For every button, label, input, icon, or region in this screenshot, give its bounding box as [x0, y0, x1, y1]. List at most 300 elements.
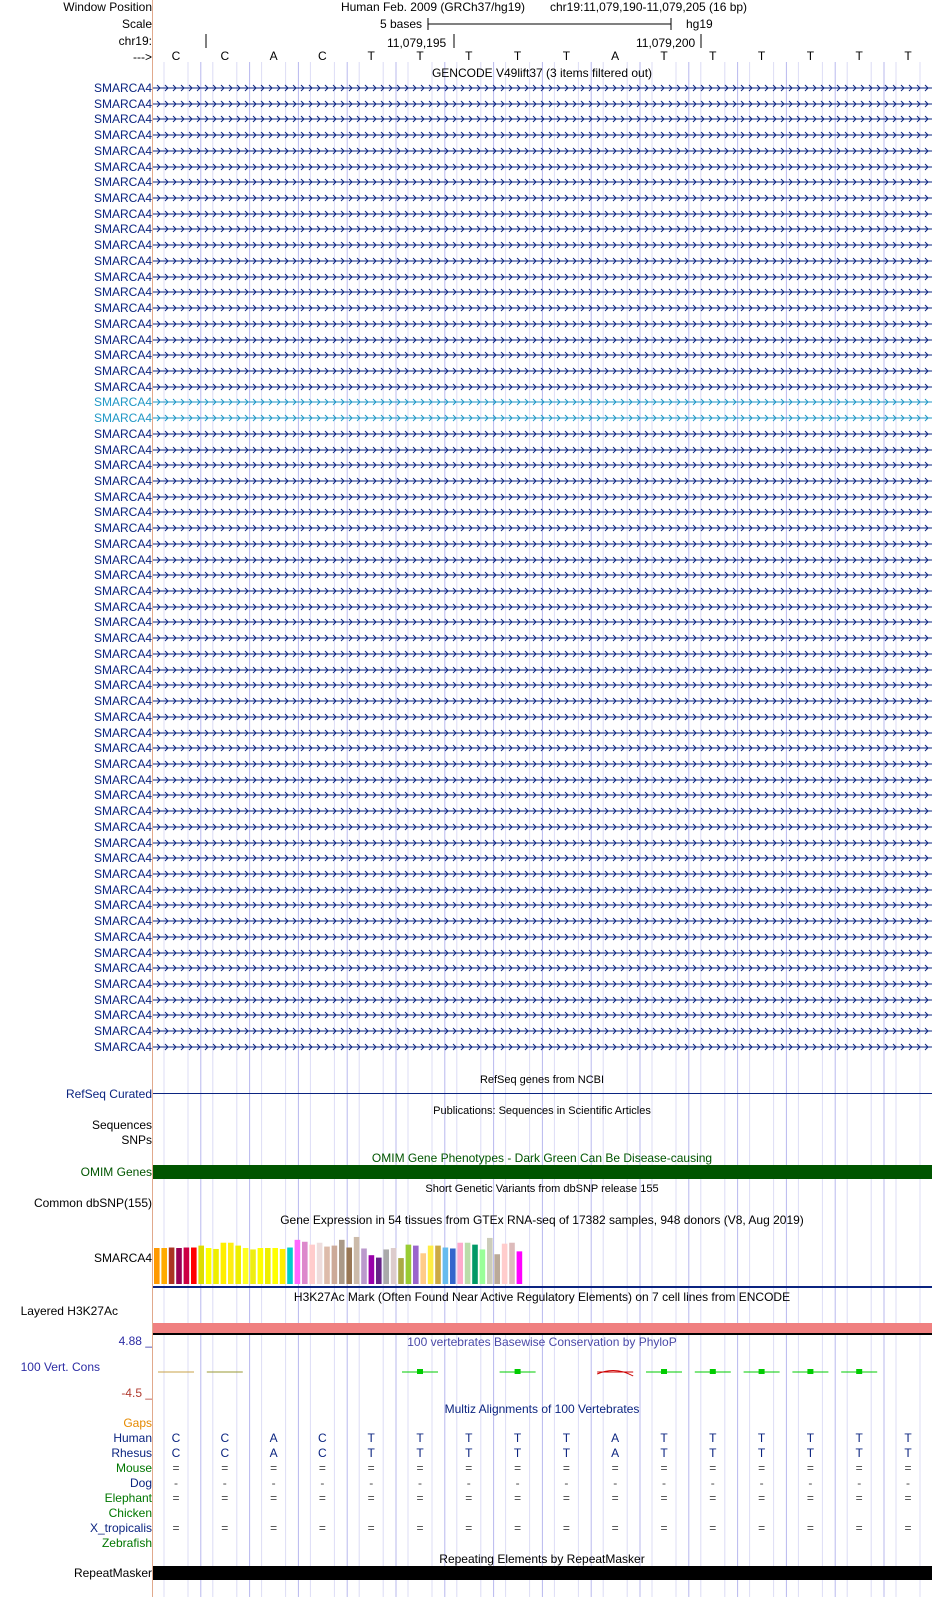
sequence-base: T [367, 49, 375, 63]
multiz-alignment-base: = [709, 1491, 717, 1505]
gtex-tissue-bar [443, 1248, 449, 1284]
gencode-gene-label[interactable]: SMARCA4 [93, 819, 152, 834]
gtex-tissue-bar [309, 1245, 315, 1284]
multiz-alignment-base: = [758, 1461, 766, 1475]
multiz-alignment-base: = [562, 1461, 570, 1475]
multiz-alignment-base: = [514, 1521, 522, 1535]
multiz-alignment-base: - [174, 1476, 178, 1490]
multiz-alignment-base: = [416, 1491, 424, 1505]
multiz-species-label[interactable]: Dog [129, 1476, 152, 1490]
gencode-gene-label[interactable]: SMARCA4 [93, 1039, 152, 1054]
db-label: hg19 [686, 17, 713, 31]
multiz-alignment-base: - [369, 1476, 374, 1490]
gencode-gene-label[interactable]: SMARCA4 [93, 96, 152, 111]
gtex-tissue-bar [221, 1243, 227, 1284]
phylop-max-label: 4.88 _ [118, 1334, 152, 1348]
gencode-gene-label[interactable]: SMARCA4 [93, 977, 152, 992]
gtex-tissue-bar [191, 1248, 197, 1284]
multiz-alignment-base: = [416, 1461, 424, 1475]
gencode-gene-feature[interactable] [153, 129, 932, 141]
multiz-alignment-base: T [855, 1431, 863, 1445]
multiz-species-label[interactable]: Chicken [108, 1506, 152, 1520]
gencode-gene-feature[interactable] [153, 774, 932, 786]
gencode-gene-label[interactable]: SMARCA4 [93, 253, 152, 268]
gencode-gene-feature[interactable] [153, 994, 932, 1006]
gencode-gene-feature[interactable] [153, 616, 932, 628]
multiz-alignment-base: - [613, 1476, 618, 1490]
gtex-tissue-bar [287, 1248, 293, 1284]
gtex-tissue-bar [428, 1246, 434, 1284]
gencode-gene-feature[interactable] [153, 239, 932, 251]
multiz-alignment-base: - [271, 1476, 276, 1490]
dbsnp-track-label[interactable]: Common dbSNP(155) [33, 1196, 152, 1210]
gtex-tissue-bar [354, 1237, 360, 1284]
multiz-species-label[interactable]: Elephant [104, 1491, 152, 1505]
gtex-tissue-bar [169, 1248, 175, 1284]
sequence-base: C [220, 49, 230, 63]
multiz-alignment-base: - [222, 1476, 227, 1490]
multiz-alignment-base: = [172, 1521, 180, 1535]
multiz-alignment-base: = [465, 1521, 473, 1535]
track-label-column [0, 0, 152, 1597]
gencode-gene-label[interactable]: SMARCA4 [93, 81, 152, 95]
multiz-alignment-base: = [855, 1461, 863, 1475]
gencode-gene-label[interactable]: SMARCA4 [93, 631, 152, 646]
multiz-alignment-base: T [367, 1446, 375, 1460]
position-title: chr19:11,079,190-11,079,205 (16 bp) [550, 0, 748, 14]
gencode-gene-label[interactable]: SMARCA4 [93, 505, 152, 520]
multiz-alignment-base: T [513, 1446, 522, 1460]
multiz-alignment-base: - [564, 1476, 569, 1490]
multiz-alignment-base: = [758, 1491, 766, 1505]
gencode-gene-feature[interactable] [153, 837, 932, 849]
gtex-tissue-bar [480, 1249, 486, 1284]
gencode-gene-label[interactable]: SMARCA4 [93, 584, 152, 599]
multiz-alignment-base: = [318, 1521, 326, 1535]
gencode-gene-feature[interactable] [153, 538, 932, 550]
multiz-alignment-base: T [660, 1446, 668, 1460]
gencode-gene-feature[interactable] [153, 396, 932, 408]
scale-text: 5 bases [380, 17, 423, 31]
gencode-gene-label[interactable]: SMARCA4 [93, 772, 152, 787]
gtex-tissue-bar [391, 1248, 397, 1284]
gencode-gene-label[interactable]: SMARCA4 [93, 536, 152, 551]
multiz-alignment-base: C [171, 1446, 181, 1460]
refseq-track-label[interactable]: RefSeq Curated [65, 1087, 152, 1101]
multiz-alignment-base: = [709, 1521, 717, 1535]
gencode-gene-label[interactable]: SMARCA4 [93, 442, 152, 457]
repeatmasker-track-title: Repeating Elements by RepeatMasker [439, 1552, 645, 1566]
gencode-gene-label[interactable]: SMARCA4 [93, 599, 152, 614]
multiz-alignment-base: T [562, 1431, 571, 1445]
gencode-gene-label[interactable]: SMARCA4 [93, 615, 152, 630]
h3k27ac-track-label[interactable]: Layered H3K27Ac [20, 1304, 118, 1318]
multiz-species-label[interactable]: Rhesus [111, 1446, 152, 1460]
gencode-gene-label[interactable]: SMARCA4 [93, 961, 152, 976]
multiz-alignment-base: = [221, 1491, 229, 1505]
phylop-track-label[interactable]: 100 Vert. Cons [20, 1360, 100, 1374]
gtex-tissue-bar [361, 1248, 367, 1284]
chrom-label: chr19: [118, 34, 152, 48]
gencode-gene-label[interactable]: SMARCA4 [93, 678, 152, 693]
multiz-alignment-base: = [660, 1461, 668, 1475]
gencode-gene-label[interactable]: SMARCA4 [93, 426, 152, 441]
multiz-alignment-base: = [270, 1491, 278, 1505]
gencode-gene-label[interactable]: SMARCA4 [93, 835, 152, 850]
gencode-gene-label[interactable]: SMARCA4 [93, 851, 152, 866]
gencode-gene-label[interactable]: SMARCA4 [93, 206, 152, 221]
gencode-gene-feature[interactable] [153, 208, 932, 220]
sequence-base: T [806, 49, 815, 63]
position-tick-marks [153, 33, 950, 49]
gencode-gene-feature[interactable] [153, 428, 932, 440]
gencode-gene-feature[interactable] [153, 381, 932, 393]
multiz-alignment-base: = [904, 1461, 912, 1475]
gencode-gene-feature[interactable] [153, 491, 932, 503]
gencode-gene-feature[interactable] [153, 947, 932, 959]
gencode-gene-feature[interactable] [153, 318, 932, 330]
multiz-alignment-base: T [709, 1431, 717, 1445]
sequence-base: T [757, 49, 766, 63]
gencode-gene-label[interactable]: SMARCA4 [93, 992, 152, 1007]
gencode-gene-feature[interactable] [153, 884, 932, 896]
gencode-gene-feature[interactable] [153, 758, 932, 770]
gencode-gene-label[interactable]: SMARCA4 [93, 694, 152, 709]
gencode-gene-feature[interactable] [153, 962, 932, 974]
gtex-tissue-bar [250, 1249, 256, 1284]
gencode-gene-feature[interactable] [153, 349, 932, 361]
omim-track-title: OMIM Gene Phenotypes - Dark Green Can Be Disease-causing [371, 1151, 713, 1165]
gtex-tissue-bar [376, 1258, 382, 1284]
phylop-track-title: 100 vertebrates Basewise Conservation by PhyloP [407, 1335, 677, 1349]
gencode-gene-label[interactable]: SMARCA4 [93, 112, 152, 127]
gencode-gene-feature[interactable] [153, 695, 932, 707]
gencode-gene-feature[interactable] [153, 365, 932, 377]
publications-track-title: Publications: Sequences in Scientific Articles [433, 1105, 651, 1117]
repeatmasker-track-label[interactable]: RepeatMasker [73, 1566, 152, 1580]
sequence-base: T [904, 49, 912, 63]
gencode-gene-feature[interactable] [153, 506, 932, 518]
gencode-gene-feature[interactable] [153, 742, 932, 754]
gencode-gene-feature[interactable] [153, 601, 932, 613]
gencode-gene-feature[interactable] [153, 931, 932, 943]
gencode-gene-label[interactable]: SMARCA4 [93, 191, 152, 206]
gencode-gene-label[interactable]: SMARCA4 [93, 756, 152, 771]
gencode-gene-label[interactable]: SMARCA4 [93, 882, 152, 897]
gencode-gene-label[interactable]: SMARCA4 [93, 411, 152, 426]
gencode-gene-feature[interactable] [153, 789, 932, 801]
gencode-gene-label[interactable]: SMARCA4 [93, 474, 152, 488]
multiz-alignment-base: = [758, 1521, 766, 1535]
gencode-gene-feature[interactable] [153, 161, 932, 173]
dbsnp-track-title: Short Genetic Variants from dbSNP release 155 [425, 1183, 659, 1195]
multiz-species-label[interactable]: X_tropicalis [89, 1521, 152, 1535]
gtex-tissue-bar [472, 1245, 478, 1284]
gtex-tissue-bar [383, 1249, 389, 1284]
sequence-base: T [465, 49, 473, 63]
gencode-gene-feature[interactable] [153, 1009, 932, 1021]
phylop-score-mark [710, 1369, 716, 1374]
gencode-gene-feature[interactable] [153, 569, 932, 581]
gencode-gene-label[interactable]: SMARCA4 [93, 709, 152, 724]
gencode-gene-feature[interactable] [153, 145, 932, 157]
phylop-score-mark [759, 1369, 765, 1374]
gencode-gene-feature[interactable] [153, 711, 932, 723]
phylop-score-mark [807, 1369, 813, 1374]
multiz-alignment-base: = [806, 1491, 814, 1505]
multiz-alignment-base: T [660, 1431, 668, 1445]
gencode-gene-feature[interactable] [153, 475, 932, 487]
gtex-tissue-bar [420, 1253, 426, 1284]
scale-bar [427, 16, 677, 32]
multiz-alignment-base: C [220, 1431, 230, 1445]
gencode-gene-feature[interactable] [153, 915, 932, 927]
gencode-gene-feature[interactable] [153, 271, 932, 283]
sequence-base: T [416, 49, 424, 63]
gencode-gene-label[interactable]: SMARCA4 [93, 788, 152, 803]
publications-track-label[interactable]: Sequences [91, 1118, 152, 1132]
gencode-gene-label[interactable]: SMARCA4 [93, 458, 152, 473]
gencode-gene-feature[interactable] [153, 821, 932, 833]
gtex-tissue-bar [465, 1243, 471, 1284]
multiz-alignment-base: = [709, 1461, 717, 1475]
multiz-alignment-base: = [514, 1491, 522, 1505]
gtex-tissue-bar [339, 1240, 345, 1284]
multiz-alignment-base: - [906, 1476, 910, 1490]
multiz-species-label[interactable]: Zebrafish [101, 1536, 152, 1550]
gencode-gene-feature[interactable] [153, 459, 932, 471]
multiz-alignment-base: - [662, 1476, 666, 1490]
sequence-base: T [513, 49, 522, 63]
refseq-track-title: RefSeq genes from NCBI [479, 1074, 605, 1086]
sequence-base: T [855, 49, 863, 63]
sequence-base: A [269, 49, 278, 63]
multiz-alignment-base: T [416, 1446, 424, 1460]
position-tick-2: 11,079,200 [636, 36, 696, 50]
gtex-tissue-bar [509, 1243, 515, 1284]
gencode-gene-label[interactable]: SMARCA4 [93, 175, 152, 190]
gencode-gene-label[interactable]: SMARCA4 [93, 914, 152, 929]
multiz-species-label[interactable]: Human [113, 1431, 152, 1445]
multiz-alignment-base: T [513, 1431, 522, 1445]
multiz-alignment-base: T [806, 1431, 815, 1445]
gencode-gene-feature[interactable] [153, 648, 932, 660]
gencode-gene-feature[interactable] [153, 113, 932, 125]
gencode-gene-feature[interactable] [153, 302, 932, 314]
assembly-title: Human Feb. 2009 (GRCh37/hg19) [340, 0, 526, 14]
gencode-gene-label[interactable]: SMARCA4 [93, 143, 152, 158]
gencode-gene-feature[interactable] [153, 585, 932, 597]
multiz-alignment-base: = [221, 1521, 229, 1535]
gencode-gene-label[interactable]: SMARCA4 [93, 285, 152, 300]
phylop-score-mark [515, 1369, 521, 1374]
multiz-alignment-base: T [904, 1431, 912, 1445]
gencode-gene-label[interactable]: SMARCA4 [93, 316, 152, 331]
multiz-alignment-base: = [270, 1521, 278, 1535]
multiz-alignment-base: - [857, 1476, 862, 1490]
gencode-gene-label[interactable]: SMARCA4 [93, 945, 152, 960]
gencode-gene-label[interactable]: SMARCA4 [93, 332, 152, 347]
phylop-conservation-plot[interactable] [153, 1350, 950, 1390]
gtex-tissue-bar [243, 1248, 249, 1284]
gencode-gene-feature[interactable] [153, 255, 932, 267]
multiz-alignment-base: = [416, 1521, 424, 1535]
multiz-alignment-base: = [806, 1521, 814, 1535]
multiz-alignment-base: T [465, 1431, 473, 1445]
multiz-alignment-base: = [562, 1521, 570, 1535]
gtex-track-title: Gene Expression in 54 tissues from GTEx RNA-seq of 17382 samples, 948 donors (V8, Aug 2019) [280, 1213, 804, 1227]
gtex-tissue-bar [413, 1246, 419, 1284]
multiz-alignment-base: C [171, 1431, 181, 1445]
gencode-gene-label[interactable]: SMARCA4 [93, 379, 152, 394]
multiz-species-label[interactable]: Mouse [115, 1461, 152, 1475]
gencode-gene-feature[interactable] [153, 334, 932, 346]
multiz-alignment-base: = [855, 1491, 863, 1505]
gencode-gene-feature[interactable] [153, 192, 932, 204]
gencode-gene-label[interactable]: SMARCA4 [93, 222, 152, 237]
multiz-alignment-base: = [904, 1491, 912, 1505]
multiz-alignment-base: A [611, 1446, 620, 1460]
gencode-gene-label[interactable]: SMARCA4 [93, 662, 152, 677]
multiz-alignment-base: = [318, 1461, 326, 1475]
gencode-gene-label[interactable]: SMARCA4 [93, 301, 152, 316]
gtex-tissue-bar [272, 1248, 278, 1284]
multiz-alignment-base: - [320, 1476, 325, 1490]
sequence-base: C [318, 49, 327, 63]
gencode-gene-label[interactable]: SMARCA4 [93, 269, 152, 284]
gencode-track-title: GENCODE V49lift37 (3 items filtered out) [431, 66, 653, 80]
gencode-gene-label[interactable]: SMARCA4 [93, 568, 152, 583]
gtex-tissue-bar [324, 1247, 330, 1284]
gencode-gene-label[interactable]: SMARCA4 [93, 552, 152, 567]
gencode-gene-label[interactable]: SMARCA4 [93, 128, 152, 143]
gencode-gene-feature[interactable] [153, 679, 932, 691]
gencode-gene-label[interactable]: SMARCA4 [93, 363, 152, 378]
gtex-expression-chart[interactable] [153, 1226, 950, 1288]
gencode-gene-feature[interactable] [153, 727, 932, 739]
gencode-gene-feature[interactable] [153, 176, 932, 188]
gencode-gene-feature[interactable] [153, 522, 932, 534]
gencode-gene-label[interactable]: SMARCA4 [93, 348, 152, 363]
gencode-gene-feature[interactable] [153, 82, 932, 94]
gencode-gene-feature[interactable] [153, 444, 932, 456]
sequence-base: T [709, 49, 717, 63]
multiz-alignment-base: - [710, 1476, 715, 1490]
gencode-gene-label[interactable]: SMARCA4 [93, 489, 152, 504]
gencode-gene-feature[interactable] [153, 98, 932, 110]
repeatmasker-element-bar[interactable] [153, 1566, 932, 1580]
gencode-gene-label[interactable]: SMARCA4 [93, 725, 152, 740]
gencode-gene-feature[interactable] [153, 805, 932, 817]
gtex-tissue-bar [332, 1246, 338, 1284]
multiz-alignment-base: A [269, 1446, 278, 1460]
omim-track-label[interactable]: OMIM Genes [80, 1165, 152, 1179]
multiz-alignment-base: = [221, 1461, 229, 1475]
gencode-gene-feature[interactable] [153, 632, 932, 644]
gencode-gene-label[interactable]: SMARCA4 [93, 1024, 152, 1039]
gtex-tissue-bar [228, 1243, 234, 1284]
gtex-tissue-bar [317, 1243, 323, 1284]
h3k27ac-signal-bar[interactable] [153, 1323, 932, 1333]
multiz-alignment-base: = [465, 1491, 473, 1505]
multiz-alignment-base: = [660, 1521, 668, 1535]
gencode-gene-label[interactable]: SMARCA4 [93, 238, 152, 253]
gencode-gene-label[interactable]: SMARCA4 [93, 804, 152, 819]
gencode-gene-feature[interactable] [153, 664, 932, 676]
gencode-gene-label[interactable]: SMARCA4 [93, 929, 152, 944]
multiz-alignment-base: T [757, 1446, 766, 1460]
position-tick-1: 11,079,195 [387, 36, 447, 50]
gtex-tissue-bar [302, 1242, 308, 1284]
multiz-alignment-base: - [759, 1476, 764, 1490]
gencode-gene-feature[interactable] [153, 852, 932, 864]
gencode-gene-label[interactable]: SMARCA4 [93, 159, 152, 174]
gencode-gene-label[interactable]: SMARCA4 [93, 1008, 152, 1023]
multiz-alignment-base: = [806, 1461, 814, 1475]
multiz-track-title: Multiz Alignments of 100 Vertebrates [444, 1402, 640, 1416]
multiz-alignment-base: = [855, 1521, 863, 1535]
gtex-track-label[interactable]: SMARCA4 [93, 1251, 152, 1265]
gtex-tissue-bar [502, 1244, 508, 1284]
gencode-gene-label[interactable]: SMARCA4 [93, 646, 152, 661]
phylop-score-mark [597, 1370, 633, 1376]
track-image-area[interactable] [153, 0, 950, 1597]
gencode-gene-feature[interactable] [153, 899, 932, 911]
gencode-gene-feature[interactable] [153, 412, 932, 424]
gtex-tissue-bar [295, 1240, 301, 1284]
gencode-gene-feature[interactable] [153, 1041, 932, 1053]
scale-label: Scale [121, 17, 152, 31]
gencode-gene-feature[interactable] [153, 223, 932, 235]
gtex-tissue-bar [494, 1254, 500, 1284]
gencode-gene-label[interactable]: SMARCA4 [93, 395, 152, 410]
multiz-alignment-base: C [318, 1446, 327, 1460]
multiz-alignment-base: = [172, 1461, 180, 1475]
gtex-tissue-bar [369, 1255, 375, 1284]
multiz-alignment-base: = [367, 1491, 375, 1505]
multiz-alignment-base: = [318, 1491, 326, 1505]
gtex-tissue-bar [487, 1238, 493, 1284]
multiz-alignment-base: = [611, 1521, 619, 1535]
multiz-alignment-base: = [562, 1491, 570, 1505]
gencode-gene-feature[interactable] [153, 554, 932, 566]
gencode-gene-label[interactable]: SMARCA4 [93, 898, 152, 913]
snps-track-label[interactable]: SNPs [121, 1133, 152, 1147]
gencode-gene-feature[interactable] [153, 286, 932, 298]
phylop-min-label: -4.5 _ [121, 1386, 152, 1400]
gencode-gene-label[interactable]: SMARCA4 [93, 521, 152, 536]
multiz-alignment-base: = [660, 1491, 668, 1505]
gtex-tissue-bar [161, 1248, 167, 1284]
gencode-gene-label[interactable]: SMARCA4 [93, 867, 152, 881]
gencode-gene-feature[interactable] [153, 1025, 932, 1037]
multiz-alignment-base: T [465, 1446, 473, 1460]
gencode-gene-label[interactable]: SMARCA4 [93, 741, 152, 756]
multiz-alignment-base: T [709, 1446, 717, 1460]
gencode-gene-feature[interactable] [153, 978, 932, 990]
omim-phenotype-bar[interactable] [153, 1165, 932, 1179]
refseq-gene-line[interactable] [153, 1093, 932, 1094]
phylop-score-mark [661, 1369, 667, 1374]
multiz-alignment-base: = [172, 1491, 180, 1505]
multiz-alignment-base: = [367, 1461, 375, 1475]
gtex-tissue-bar [265, 1248, 271, 1284]
sequence-base: C [171, 49, 181, 63]
multiz-alignment-base: - [808, 1476, 813, 1490]
gtex-tissue-bar [235, 1246, 241, 1284]
gencode-gene-feature[interactable] [153, 868, 932, 880]
sequence-base: T [660, 49, 668, 63]
